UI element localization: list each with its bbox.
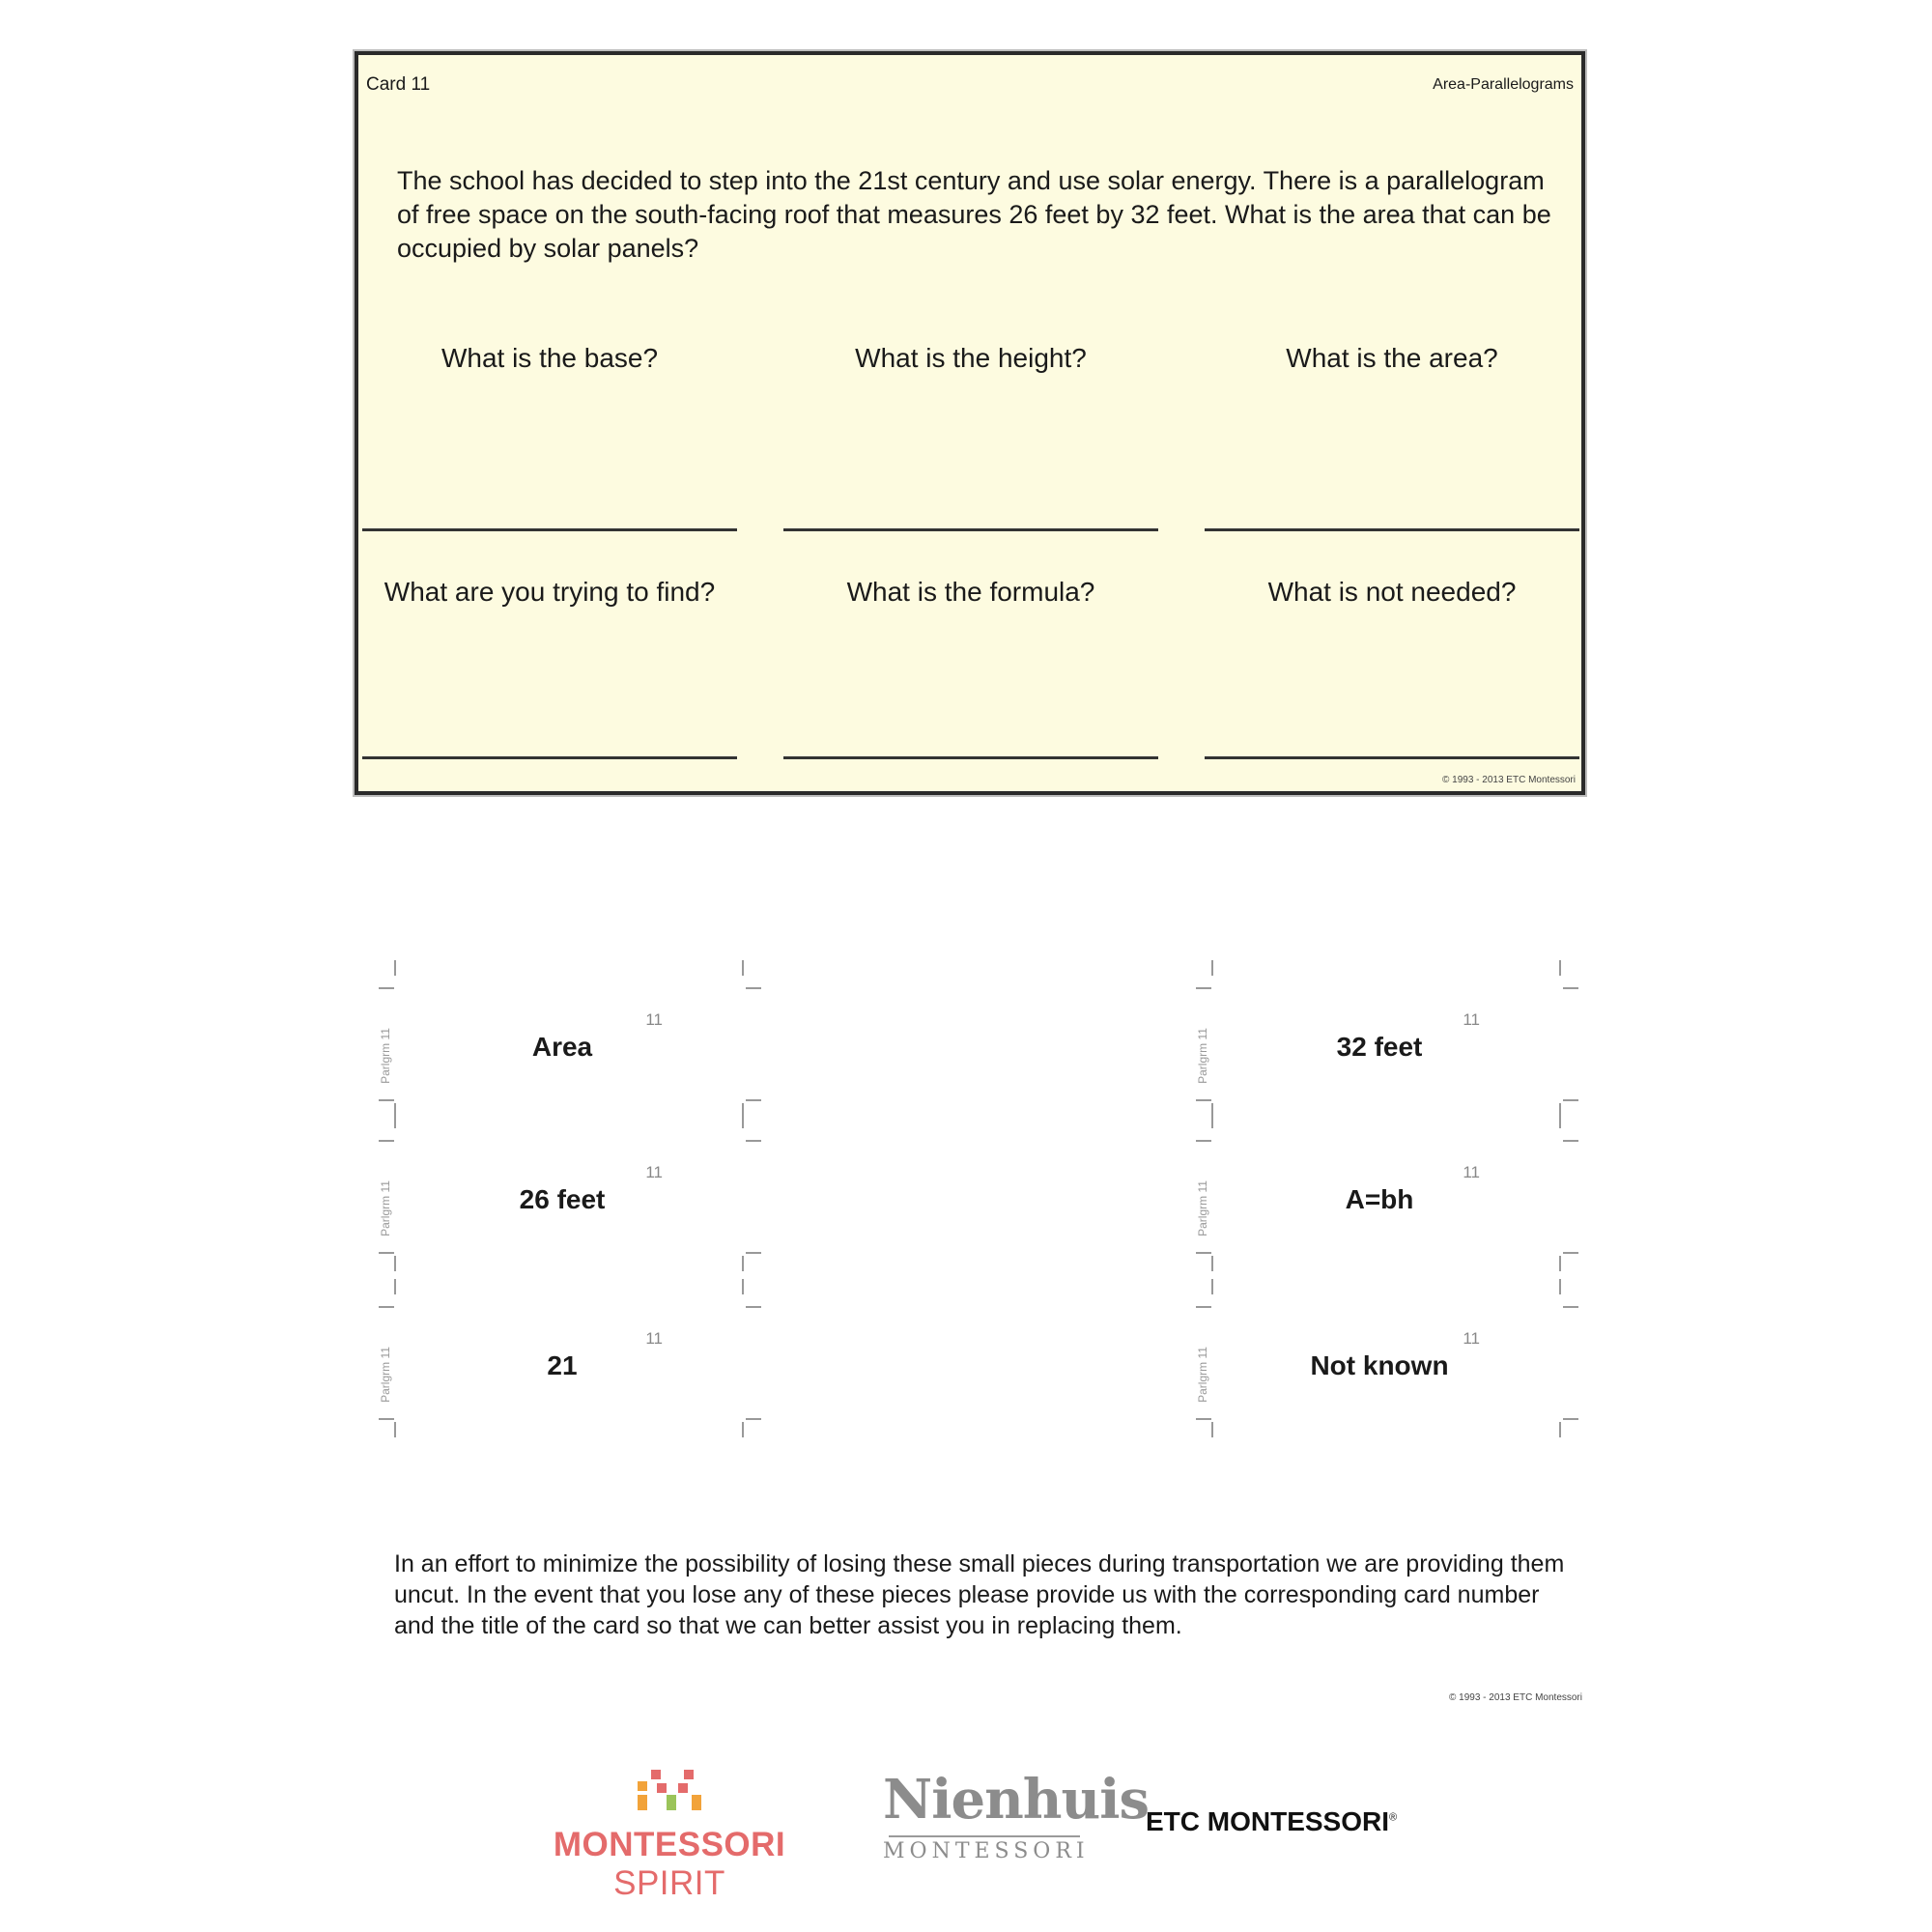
spirit-bold-word: MONTESSORI xyxy=(553,1826,786,1863)
nienhuis-logo xyxy=(883,1768,1150,1864)
crop-mark xyxy=(746,1252,761,1254)
crop-mark xyxy=(1563,987,1578,989)
answer-piece xyxy=(1196,976,1544,1121)
crop-mark xyxy=(1563,1140,1578,1142)
answer-piece xyxy=(1196,1128,1544,1273)
crop-mark xyxy=(1196,1418,1211,1420)
question-height: What is the height? xyxy=(855,343,1087,373)
piece-side-label: Parlgrm 11 xyxy=(1195,1028,1209,1084)
question-base: What is the base? xyxy=(440,343,659,373)
crop-mark xyxy=(1559,1279,1561,1294)
crop-mark xyxy=(1211,1256,1213,1271)
crop-mark xyxy=(746,1306,761,1308)
crop-mark xyxy=(379,1418,394,1420)
piece-answer-text: A=bh xyxy=(1345,1184,1414,1214)
crop-mark xyxy=(742,1422,744,1437)
crop-mark xyxy=(1559,1256,1561,1271)
piece-side-label: Parlgrm 11 xyxy=(378,1347,392,1403)
crop-mark xyxy=(746,1140,761,1142)
piece-card-number: 11 xyxy=(1463,1010,1480,1029)
crop-mark xyxy=(1196,1099,1211,1101)
question-formula: What is the formula? xyxy=(846,577,1095,607)
crop-mark xyxy=(746,987,761,989)
answer-line xyxy=(362,528,737,531)
piece-card-number: 11 xyxy=(645,1329,663,1348)
crop-mark xyxy=(746,1099,761,1101)
answer-line xyxy=(783,528,1158,531)
question-not-needed: What is not needed? xyxy=(1267,577,1517,607)
crop-mark xyxy=(1563,1306,1578,1308)
crop-mark xyxy=(1196,1252,1211,1254)
answer-line xyxy=(1205,756,1579,759)
piece-card-number: 11 xyxy=(645,1010,663,1029)
crop-mark xyxy=(742,1279,744,1294)
montessori-spirit-mark-icon xyxy=(638,1770,701,1812)
piece-card-number: 11 xyxy=(1463,1163,1480,1181)
crop-mark xyxy=(1211,1422,1213,1437)
crop-mark xyxy=(742,960,744,976)
etc-montessori-logo xyxy=(1146,1806,1397,1837)
etc-wordmark: ETC MONTESSORI xyxy=(1146,1806,1390,1836)
crop-mark xyxy=(1211,1279,1213,1294)
nienhuis-rule xyxy=(889,1835,1080,1837)
crop-mark xyxy=(394,960,396,976)
montessori-spirit-logo xyxy=(502,1770,837,1902)
answer-line xyxy=(1205,528,1579,531)
crop-mark xyxy=(394,1279,396,1294)
crop-mark xyxy=(1211,1113,1213,1128)
crop-mark xyxy=(1196,1306,1211,1308)
card-title: Area-Parallelograms xyxy=(1433,76,1574,93)
question-area: What is the area? xyxy=(1286,343,1498,373)
crop-mark xyxy=(394,1422,396,1437)
card-copyright: © 1993 - 2013 ETC Montessori xyxy=(1442,775,1576,785)
nienhuis-wordmark: Nienhuis xyxy=(883,1768,1150,1832)
crop-mark xyxy=(1559,1422,1561,1437)
crop-mark xyxy=(379,1140,394,1142)
crop-mark xyxy=(1196,987,1211,989)
crop-mark xyxy=(746,1418,761,1420)
card-number: Card 11 xyxy=(366,74,431,95)
piece-side-label: Parlgrm 11 xyxy=(378,1180,392,1236)
crop-mark xyxy=(742,1113,744,1128)
crop-mark xyxy=(1196,1140,1211,1142)
answer-piece xyxy=(1196,1294,1544,1439)
crop-mark xyxy=(379,987,394,989)
piece-answer-text: Not known xyxy=(1310,1350,1449,1380)
registered-mark: ® xyxy=(1389,1811,1398,1824)
nienhuis-subtitle: MONTESSORI xyxy=(883,1839,1090,1863)
piece-side-label: Parlgrm 11 xyxy=(1195,1347,1209,1403)
transport-note: In an effort to minimize the possibility of losing these small pieces during transportation we are providing them uncut. In the event that you lose any of these pieces please provide us with the corresponding card number and the title of the card so that we can better assist you in replacing them. xyxy=(394,1550,1565,1639)
crop-mark xyxy=(379,1099,394,1101)
crop-mark xyxy=(1559,1113,1561,1128)
piece-card-number: 11 xyxy=(1463,1329,1480,1348)
question-find: What are you trying to find? xyxy=(384,577,716,607)
piece-answer-text: 21 xyxy=(547,1350,578,1380)
answer-piece xyxy=(379,1294,726,1439)
answer-line xyxy=(362,756,737,759)
crop-mark xyxy=(379,1306,394,1308)
crop-mark xyxy=(394,1256,396,1271)
piece-side-label: Parlgrm 11 xyxy=(378,1028,392,1084)
piece-answer-text: 26 feet xyxy=(519,1184,606,1214)
crop-mark xyxy=(1211,960,1213,976)
crop-mark xyxy=(379,1252,394,1254)
crop-mark xyxy=(1563,1252,1578,1254)
answer-piece xyxy=(379,976,726,1121)
crop-mark xyxy=(1563,1099,1578,1101)
piece-answer-text: Area xyxy=(531,1032,593,1062)
problem-text: The school has decided to step into the 21st century and use solar energy. There is a parallelogram of free space on the south-facing roof that measures 26 feet by 32 feet. What is the area that can be occupied by solar panels? xyxy=(397,166,1551,263)
problem-card xyxy=(355,51,1585,795)
answer-piece xyxy=(379,1128,726,1273)
piece-answer-text: 32 feet xyxy=(1336,1032,1423,1062)
answer-line xyxy=(783,756,1158,759)
crop-mark xyxy=(1563,1418,1578,1420)
crop-mark xyxy=(394,1113,396,1128)
piece-side-label: Parlgrm 11 xyxy=(1195,1180,1209,1236)
piece-card-number: 11 xyxy=(645,1163,663,1181)
crop-mark xyxy=(742,1256,744,1271)
crop-mark xyxy=(1559,960,1561,976)
note-copyright: © 1993 - 2013 ETC Montessori xyxy=(1449,1692,1582,1703)
spirit-light-word: SPIRIT xyxy=(613,1864,725,1902)
